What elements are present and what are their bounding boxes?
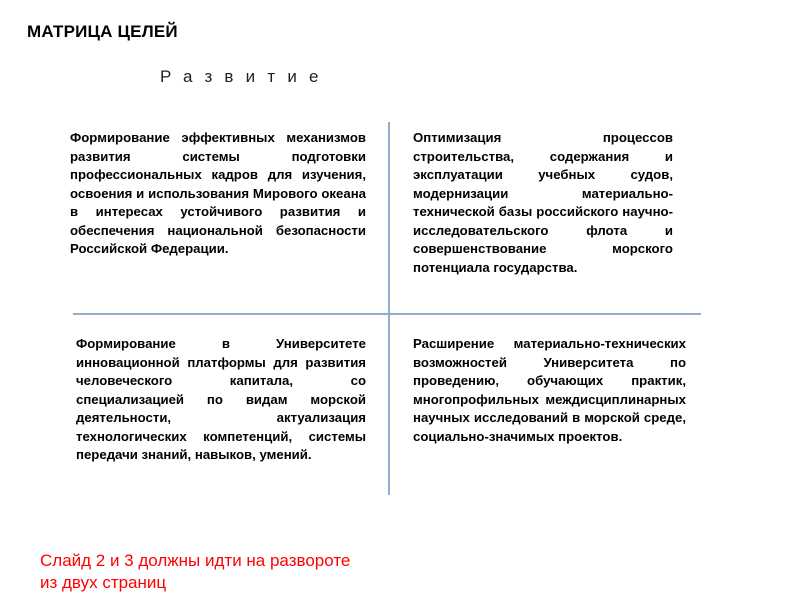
matrix-vertical-divider <box>388 122 390 495</box>
matrix-cell-top-right: Оптимизация процессов строительства, содержания и эксплуатации учебных судов, модернизации материально-технической базы российского научно-исследовательского флота и совершенствование морского потенциала государства. <box>413 130 673 275</box>
slide-note: Слайд 2 и 3 должны идти на развороте из двух страниц <box>40 551 351 592</box>
matrix-cell-bottom-left: Формирование в Университете инновационной платформы для развития человеческого капитала, со специализацией по видам морской деятельности, актуализация технологических компетенций, системы передачи знаний, навыков, умений. <box>76 336 366 462</box>
slide-title: МАТРИЦА ЦЕЛЕЙ <box>27 22 178 41</box>
slide-subtitle: Развитие <box>160 67 331 86</box>
matrix-cell-bottom-right: Расширение материально-технических возможностей Университета по проведению, обучающих практик, многопрофильных междисциплинарных научных исследований в морской среде, социально-значимых проектов. <box>413 336 686 444</box>
matrix-cell-top-left: Формирование эффективных механизмов развития системы подготовки профессиональных кадров для изучения, освоения и использования Мирового океана в интересах устойчивого развития и обеспечения национальной безопасности Российской Федерации. <box>70 130 366 256</box>
matrix-horizontal-divider <box>73 313 701 315</box>
